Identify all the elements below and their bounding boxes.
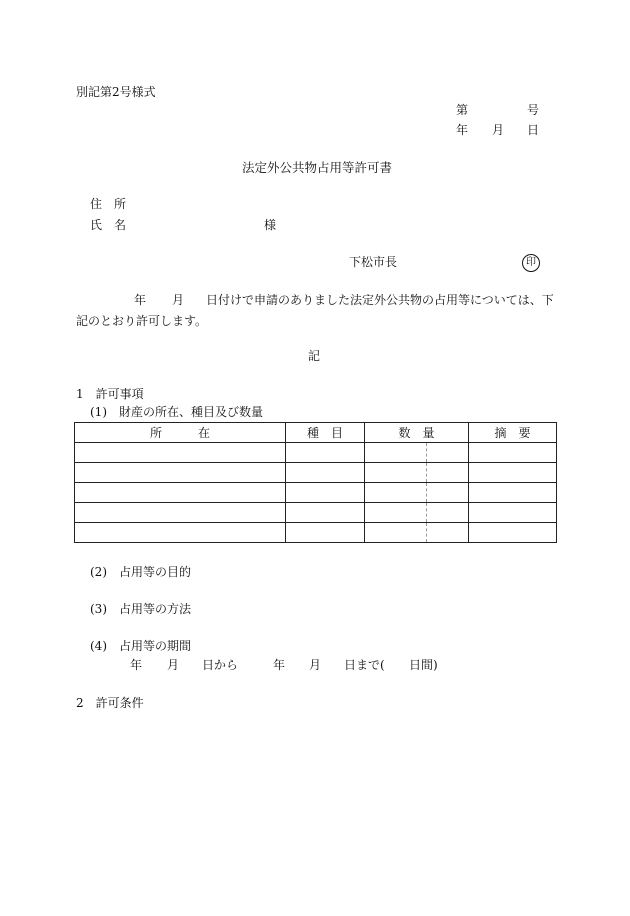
table-row <box>75 463 557 483</box>
item-3-label: (3) 占用等の方法 <box>90 602 191 616</box>
mayor-title: 下松市長 <box>349 255 398 269</box>
table-cell <box>286 503 365 523</box>
body-month: 月 <box>172 293 185 307</box>
ki-heading: 記 <box>308 349 321 363</box>
table-cell <box>286 443 365 463</box>
table-cell <box>286 463 365 483</box>
property-table <box>74 422 557 543</box>
table-cell <box>469 503 557 523</box>
form-label: 別記第2号様式 <box>76 85 156 99</box>
table-cell <box>427 523 469 543</box>
table-row <box>75 443 557 463</box>
table-cell <box>75 523 286 543</box>
table-header-row <box>75 423 557 443</box>
document-title: 法定外公共物占用等許可書 <box>242 160 393 175</box>
table-cell <box>427 443 469 463</box>
table-cell <box>365 503 427 523</box>
header-remarks: 摘 要 <box>469 423 557 443</box>
table-cell <box>427 483 469 503</box>
table-row <box>75 523 557 543</box>
period-days: 日間) <box>409 658 438 672</box>
table-cell <box>75 503 286 523</box>
header-type: 種 目 <box>286 423 365 443</box>
table-cell <box>469 463 557 483</box>
period-year-2: 年 <box>273 658 286 672</box>
item-2-label: (2) 占用等の目的 <box>90 565 191 579</box>
date-day: 日 <box>527 123 540 137</box>
table-cell <box>286 523 365 543</box>
item-4-label: (4) 占用等の期間 <box>90 639 191 653</box>
item-1-label: (1) 財産の所在、種目及び数量 <box>90 405 263 419</box>
header-location: 所 在 <box>75 423 286 443</box>
body-year: 年 <box>134 293 147 307</box>
table-cell <box>365 463 427 483</box>
table-cell <box>365 483 427 503</box>
honorific-sama: 様 <box>264 218 277 232</box>
number-dai: 第 <box>456 103 469 117</box>
table-cell <box>427 503 469 523</box>
date-month: 月 <box>492 123 505 137</box>
table-cell <box>469 483 557 503</box>
section-2-heading: 2 許可条件 <box>76 696 144 710</box>
name-label: 氏 名 <box>90 218 127 232</box>
body-line-2: 記のとおり許可します。 <box>76 314 208 328</box>
period-month-1: 月 <box>167 658 180 672</box>
period-from: 日から <box>202 658 239 672</box>
table-row <box>75 483 557 503</box>
table-cell <box>75 443 286 463</box>
period-month-2: 月 <box>309 658 322 672</box>
header-quantity: 数 量 <box>365 423 469 443</box>
table-cell <box>365 523 427 543</box>
number-go: 号 <box>527 103 540 117</box>
period-until: 日まで( <box>344 658 385 672</box>
table-cell <box>469 523 557 543</box>
body-line-1: 日付けで申請のありました法定外公共物の占用等については、下 <box>206 293 554 307</box>
table-cell <box>75 483 286 503</box>
table-row <box>75 503 557 523</box>
table-cell <box>427 463 469 483</box>
section-1-heading: 1 許可事項 <box>76 387 144 401</box>
table-cell <box>286 483 365 503</box>
table-cell <box>75 463 286 483</box>
table-cell <box>365 443 427 463</box>
period-year-1: 年 <box>130 658 143 672</box>
address-label: 住 所 <box>90 197 127 211</box>
seal-mark: 印 <box>522 254 540 272</box>
table-cell <box>469 443 557 463</box>
date-year: 年 <box>456 123 469 137</box>
